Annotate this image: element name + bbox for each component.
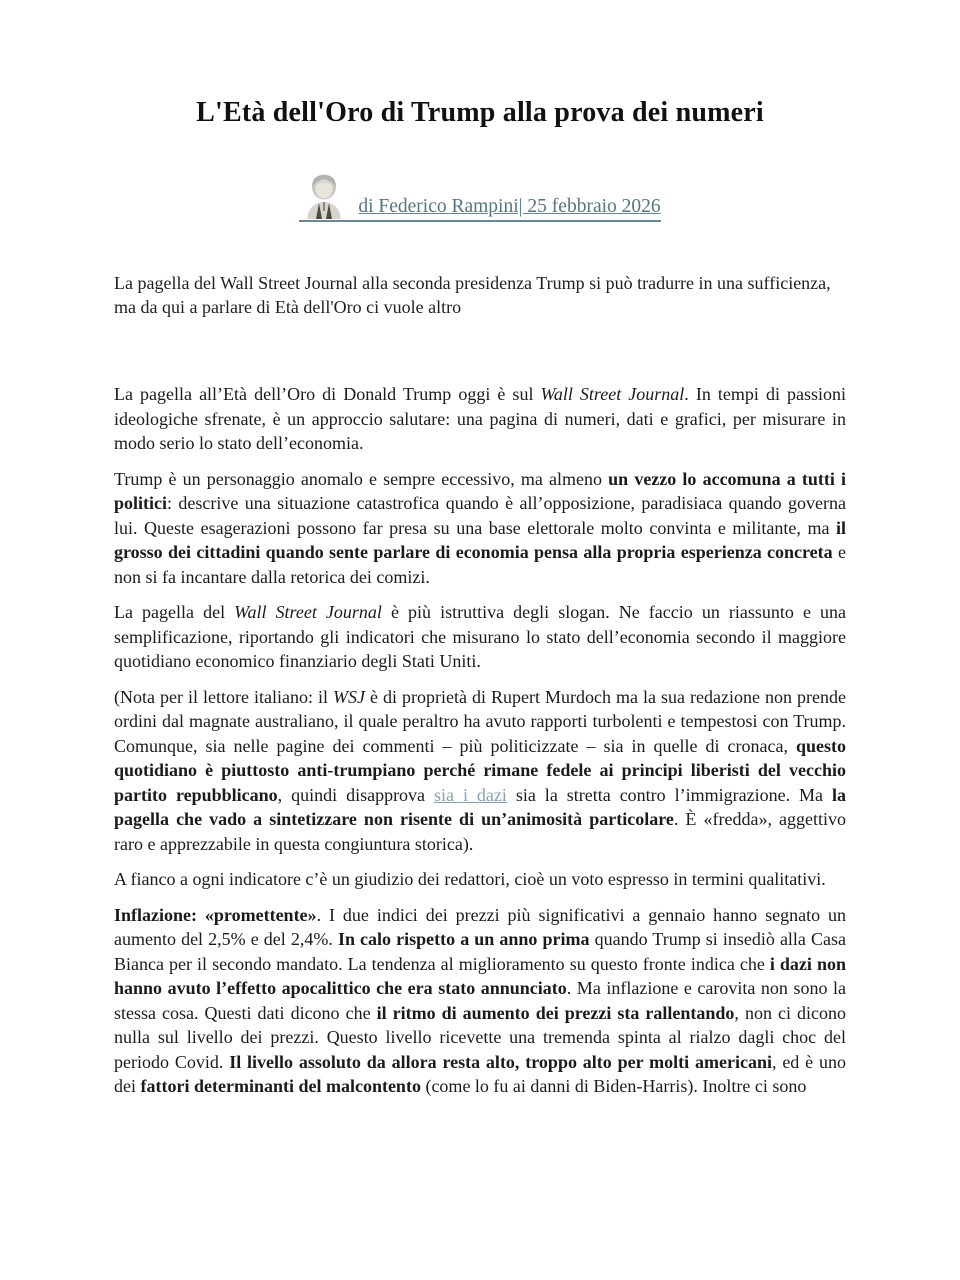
normal-text: sia la stretta contro l’immigrazione. Ma (506, 784, 833, 805)
normal-text: è di proprietà di Rupert Murdoch ma la sua redazione non prende ordini dal magnate australiano, il quale peraltro ha avuto rapporti turbolenti e tempestosi con Trump. Comunque, sia nelle pagine dei commenti – più politicizzate – sia in quelle di cronaca, (114, 686, 846, 756)
byline (114, 173, 846, 222)
article-paragraph (114, 867, 846, 892)
normal-text: (Nota per il lettore italiano: il (114, 686, 334, 707)
normal-text: : descrive una situazione catastrofica quando è all’opposizione, paradisiaca quando governa lui. Queste esagerazioni possono far presa su una base elettorale molto convinta e militante, ma (114, 493, 846, 538)
normal-text: Trump è un personaggio anomalo e sempre eccessivo, ma almeno (114, 468, 609, 489)
article-paragraph (114, 382, 846, 456)
byline-text: di Federico Rampini| 25 febbraio 2026 (358, 196, 661, 217)
inline-link[interactable]: sia i dazi (434, 784, 507, 805)
bold-text: la pagella che vado a sintetizzare non risente di un’animosità particolare (114, 784, 847, 829)
normal-text: La pagella all’Età dell’Oro di Donald Trump oggi è sul (114, 384, 541, 404)
article-paragraph (114, 600, 846, 674)
normal-text: , quindi disapprova (277, 784, 435, 805)
italic-text: Wall Street Journal (540, 384, 685, 404)
normal-text: La pagella del (114, 602, 235, 622)
normal-text: . In tempi di passioni ideologiche sfrenate, è un approccio salutare: una pagina di numeri, dati e grafici, per misurare in modo serio lo stato dell’economia. (114, 384, 846, 453)
normal-text: quando Trump si insediò alla Casa Bianca per il secondo mandato. La tendenza al miglioramento su questo fronte indica che (114, 929, 846, 974)
bold-text: Il livello assoluto da allora resta alto, troppo alto per molti americani (229, 1051, 772, 1072)
normal-text: (come lo fu ai danni di Biden-Harris). Inoltre ci sono (420, 1076, 807, 1096)
normal-text: A fianco a ogni indicatore c’è un giudizio dei redattori, cioè un voto espresso in termini qualitativi. (114, 869, 826, 889)
normal-text: è più istruttiva degli slogan. Ne faccio un riassunto e una semplificazione, riportando gli indicatori che misurano lo stato dell’economia secondo il maggiore quotidiano economico finanziario degli Stati Uniti. (114, 602, 846, 671)
bold-text: i dazi non hanno avuto l’effetto apocalittico che era stato annunciato (114, 953, 846, 998)
bold-text: un vezzo lo accomuna a tutti i politici (114, 468, 846, 513)
author-portrait-icon (299, 173, 349, 219)
standfirst: La pagella del Wall Street Journal alla seconda presidenza Trump si può tradurre in una sufficienza, ma da qui a parlare di Età dell'Oro ci vuole altro (114, 273, 831, 317)
normal-text: . È «fredda», aggettivo raro e apprezzabile in questa congiuntura storica). (114, 809, 846, 854)
bold-text: il ritmo di aumento dei prezzi sta rallentando (376, 1002, 735, 1023)
article-paragraph (114, 685, 846, 857)
italic-text: WSJ (333, 686, 365, 707)
bold-text: Inflazione: «promettente» (114, 904, 317, 925)
normal-text: e non si fa incantare dalla retorica dei comizi. (114, 542, 846, 587)
normal-text: . I due indici dei prezzi più significativi a gennaio hanno segnato un aumento del 2,5% e del 2,4%. (114, 904, 847, 949)
bold-text: il grosso dei cittadini quando sente parlare di economia pensa alla propria esperienza concreta (114, 517, 846, 562)
article-title: L'Età dell'Oro di Trump alla prova dei numeri (196, 97, 764, 128)
article-paragraph (114, 467, 846, 590)
article-body (114, 382, 846, 1099)
italic-text: Wall Street Journal (234, 602, 382, 622)
article-paragraph (114, 903, 846, 1099)
bold-text: questo quotidiano è piuttosto anti-trumpiano perché rimane fedele ai principi liberisti del vecchio partito repubblicano (114, 735, 846, 805)
normal-text: . Ma inflazione e carovita non sono la stessa cosa. Questi dati dicono che (114, 978, 846, 1023)
normal-text: , ed è uno dei (114, 1051, 846, 1096)
author-link[interactable] (299, 173, 660, 222)
bold-text: In calo rispetto a un anno prima (337, 929, 590, 949)
normal-text: , non ci dicono nulla sul livello dei prezzi. Questo livello ricevette una tremenda spinta al rialzo dagli choc del periodo Covid. (114, 1002, 846, 1072)
bold-text: fattori determinanti del malcontento (140, 1076, 421, 1096)
